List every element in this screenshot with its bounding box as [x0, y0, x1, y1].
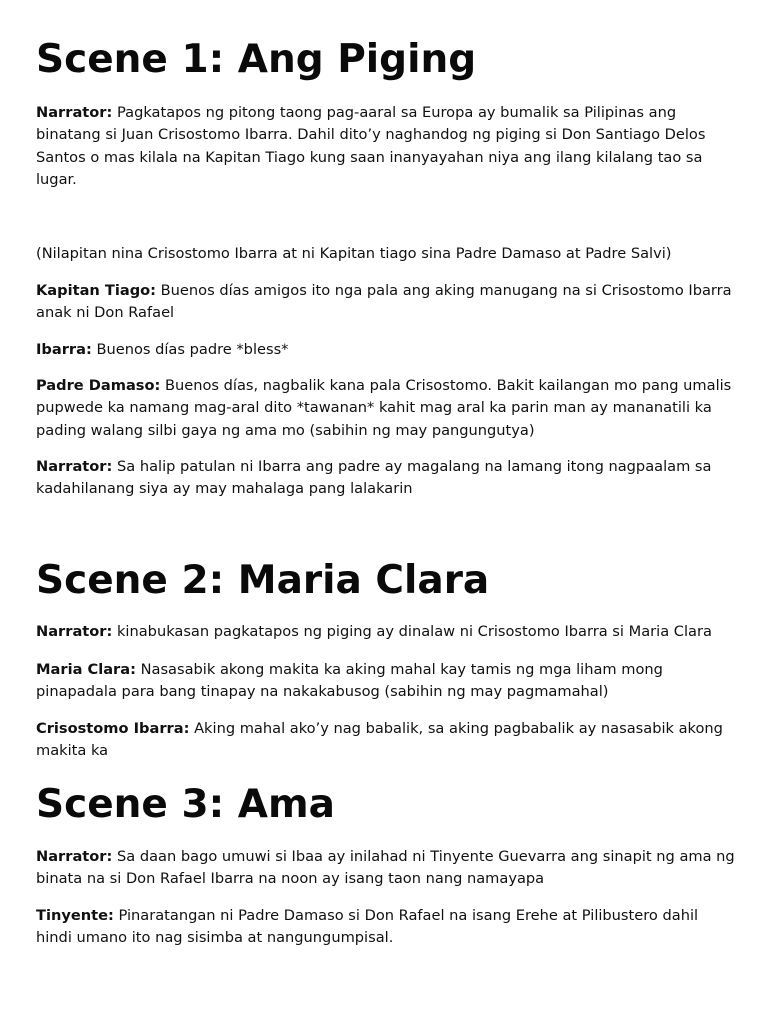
- dialogue-text: Pagkatapos ng pitong taong pag-aaral sa Europa ay bumalik sa Pilipinas ang binatang si Juan Crisostomo Ibarra. Dahil dito’y naghandog ng piging si Don Santiago Delos Santos o mas kilala na Kapitan Tiago kung saan inanyayahan niya ang ilang kilalang tao sa lugar.: [36, 104, 706, 189]
- scene-3-title: Scene 3: Ama: [36, 782, 335, 827]
- scene-1-title: Scene 1: Ang Piging: [36, 37, 477, 82]
- dialogue-text: Buenos días padre *bless*: [96, 341, 289, 358]
- scene-1-kapitan-tiago-line: [36, 280, 736, 325]
- dialogue-text: Aking mahal ako’y nag babalik, sa aking pagbabalik ay nasasabik akong makita ka: [36, 720, 723, 760]
- dialogue-text: Sa daan bago umuwi si Ibaa ay inilahad ni Tinyente Guevarra ang sinapit ng ama ng binata na si Don Rafael Ibarra na noon ay isang taon nang namayapa: [36, 848, 735, 888]
- scene-2-title: Scene 2: Maria Clara: [36, 558, 490, 603]
- speaker-label: Maria Clara:: [36, 661, 136, 678]
- scene-1-padre-damaso-line: [36, 375, 736, 442]
- dialogue-text: Sa halip patulan ni Ibarra ang padre ay magalang na lamang itong nagpaalam sa kadahilanang siya ay may mahalaga pang lalakarin: [36, 458, 712, 498]
- speaker-label: Narrator:: [36, 623, 113, 640]
- speaker-label: Narrator:: [36, 104, 113, 121]
- speaker-label: Padre Damaso:: [36, 377, 161, 394]
- speaker-label: Crisostomo Ibarra:: [36, 720, 190, 737]
- speaker-label: Kapitan Tiago:: [36, 282, 157, 299]
- speaker-label: Narrator:: [36, 458, 113, 475]
- scene-1-stage-direction: [36, 243, 736, 265]
- speaker-label: Narrator:: [36, 848, 113, 865]
- dialogue-text: Nasasabik akong makita ka aking mahal kay tamis ng mga liham mong pinapadala para bang tinapay na nakakabusog (sabihin ng may pagmamahal): [36, 661, 663, 701]
- scene-3-tinyente-line: [36, 905, 736, 950]
- dialogue-text: Pinaratangan ni Padre Damaso si Don Rafael na isang Erehe at Pilibustero dahil hindi umano ito nag sisimba at nangungumpisal.: [36, 907, 699, 947]
- dialogue-text: kinabukasan pagkatapos ng piging ay dinalaw ni Crisostomo Ibarra si Maria Clara: [116, 623, 712, 640]
- scene-3-narrator-line: [36, 846, 736, 891]
- scene-1-narrator-closing-line: [36, 456, 736, 501]
- speaker-label: Ibarra:: [36, 341, 92, 358]
- dialogue-text: Buenos días, nagbalik kana pala Crisostomo. Bakit kailangan mo pang umalis pupwede ka namang mag-aral dito *tawanan* kahit mag aral ka parin man ay mananatili ka pading walang silbi gaya ng ama mo (sabihin ng may pangungutya): [36, 377, 732, 439]
- scene-1-narrator-line: [36, 102, 736, 192]
- stage-direction-text: (Nilapitan nina Crisostomo Ibarra at ni Kapitan tiago sina Padre Damaso at Padre Salvi): [36, 245, 672, 262]
- dialogue-text: Buenos días amigos ito nga pala ang aking manugang na si Crisostomo Ibarra anak ni Don Rafael: [36, 282, 732, 322]
- speaker-label: Tinyente:: [36, 907, 114, 924]
- scene-2-narrator-line: [36, 621, 736, 643]
- scene-2-maria-clara-line: [36, 659, 736, 704]
- scene-2-ibarra-line: [36, 718, 736, 763]
- scene-1-ibarra-line: [36, 339, 736, 361]
